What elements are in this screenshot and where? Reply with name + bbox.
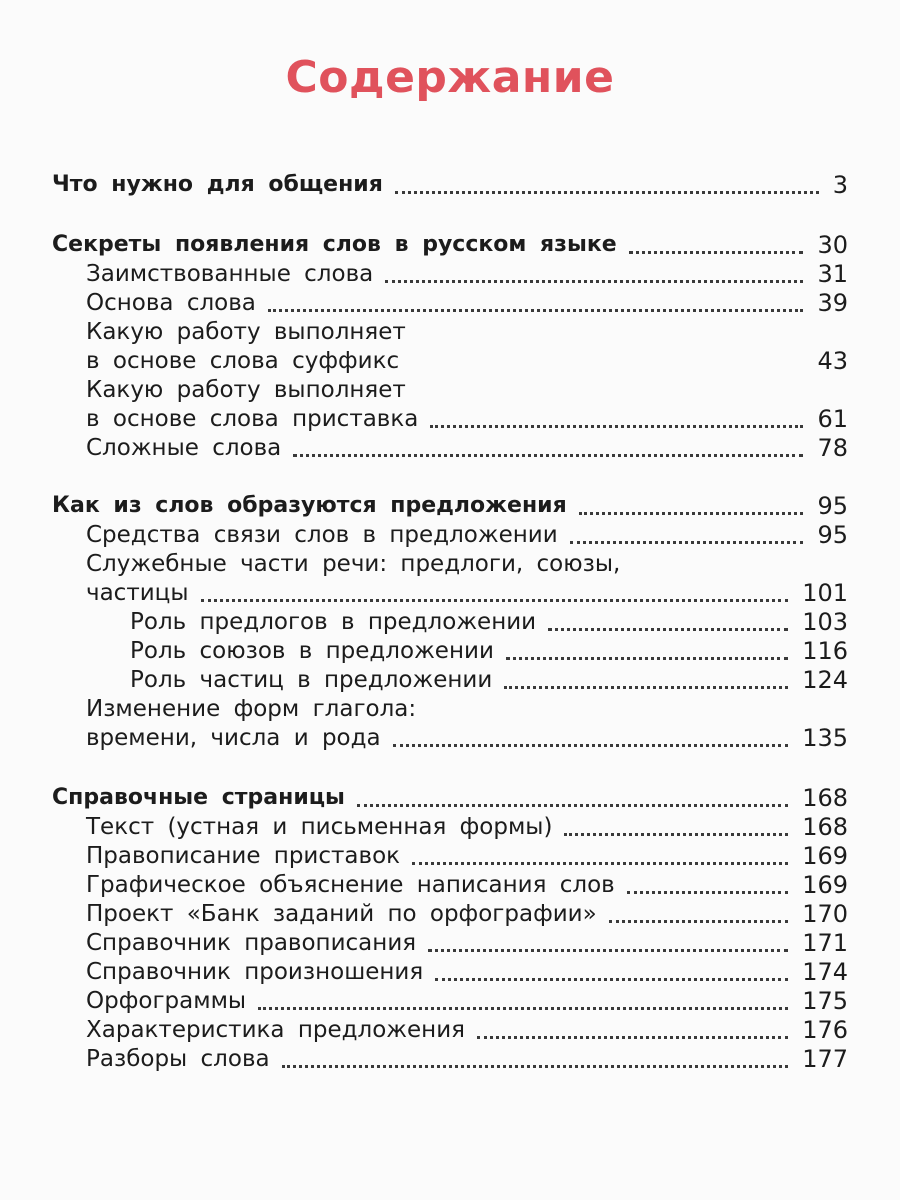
toc-entry-label: частицы xyxy=(86,580,189,606)
dot-leader xyxy=(385,280,803,283)
toc-entry xyxy=(0,170,900,200)
toc-page-number: 39 xyxy=(817,289,848,317)
toc-page-number: 135 xyxy=(802,724,848,752)
dot-leader xyxy=(627,891,788,894)
dot-leader xyxy=(395,191,819,194)
toc-entry-label: Служебные части речи: предлоги, союзы, xyxy=(86,551,621,577)
toc-entry-label: Средства связи слов в предложении xyxy=(86,522,558,548)
toc-entry-label: Орфограммы xyxy=(86,988,247,1014)
toc-page-number: 168 xyxy=(802,813,848,841)
toc-page-number: 175 xyxy=(802,987,848,1015)
toc-page-number: 124 xyxy=(802,666,848,694)
toc-entry-label: Графическое объяснение написания слов xyxy=(86,872,615,898)
toc-page-number: 176 xyxy=(802,1016,848,1044)
dot-leader xyxy=(430,425,803,428)
toc-section-title: Как из слов образуются предложения xyxy=(52,493,567,518)
toc-entry xyxy=(0,723,900,753)
toc-entry-label: в основе слова суффикс xyxy=(86,348,400,374)
dot-leader xyxy=(282,1065,789,1068)
toc-entry-label: Основа слова xyxy=(86,290,256,316)
toc-entry xyxy=(0,404,900,434)
dot-leader xyxy=(357,804,788,807)
toc-entry xyxy=(0,636,900,666)
dot-leader xyxy=(629,251,804,254)
toc-entry-label: Характеристика предложения xyxy=(86,1017,465,1043)
toc-entry xyxy=(0,928,900,958)
toc-entry-label: времени, числа и рода xyxy=(86,725,381,751)
toc-entry xyxy=(0,288,900,318)
toc-page-number: 103 xyxy=(802,608,848,636)
toc-entry-label: Изменение форм глагола: xyxy=(86,696,417,722)
toc-page-number: 31 xyxy=(817,260,848,288)
toc-entry xyxy=(0,812,900,842)
toc-page-number: 95 xyxy=(817,521,848,549)
toc-entry-label: Заимствованные слова xyxy=(86,261,374,287)
dot-leader xyxy=(609,920,788,923)
toc-page-number: 3 xyxy=(832,171,848,199)
dot-leader xyxy=(258,1007,788,1010)
toc-entry xyxy=(0,578,900,608)
dot-leader xyxy=(201,599,789,602)
toc-section-title: Что нужно для общения xyxy=(52,172,383,197)
toc-entry-label: Сложные слова xyxy=(86,435,282,461)
toc-entry xyxy=(0,259,900,289)
toc-page-number: 168 xyxy=(802,784,848,812)
toc-page-number: 169 xyxy=(802,871,848,899)
toc-page-number: 95 xyxy=(817,492,848,520)
dot-leader xyxy=(428,949,788,952)
toc-entry xyxy=(0,549,900,579)
dot-leader xyxy=(393,744,789,747)
toc-page-number: 30 xyxy=(817,231,848,259)
toc-entry xyxy=(0,665,900,695)
dot-leader xyxy=(435,978,788,981)
toc-entry-label: в основе слова приставка xyxy=(86,406,419,432)
toc-entry xyxy=(0,783,900,813)
toc-entry xyxy=(0,694,900,724)
toc-entry-label: Какую работу выполняет xyxy=(86,377,406,403)
toc-page-number: 169 xyxy=(802,842,848,870)
toc-page-number: 170 xyxy=(802,900,848,928)
toc-section-title: Справочные страницы xyxy=(52,785,345,810)
dot-leader xyxy=(268,309,804,312)
toc-entry xyxy=(0,899,900,929)
toc-entry xyxy=(0,1044,900,1074)
toc-entry xyxy=(0,346,900,376)
dot-leader xyxy=(412,862,788,865)
dot-leader xyxy=(293,454,803,457)
dot-leader xyxy=(548,628,788,631)
toc-page-number: 78 xyxy=(817,434,848,462)
toc-entry xyxy=(0,375,900,405)
toc-page-number: 61 xyxy=(817,405,848,433)
toc-entry xyxy=(0,491,900,521)
toc-entry xyxy=(0,841,900,871)
toc-entry-label: Проект «Банк заданий по орфографии» xyxy=(86,901,597,927)
toc-page-number: 101 xyxy=(802,579,848,607)
dot-leader xyxy=(564,833,788,836)
toc-entry-label: Разборы слова xyxy=(86,1046,270,1072)
toc-entry-label: Справочник правописания xyxy=(86,930,417,956)
toc-entry xyxy=(0,870,900,900)
toc-page-number: 116 xyxy=(802,637,848,665)
toc-page-number: 43 xyxy=(817,347,848,375)
toc-entry xyxy=(0,607,900,637)
dot-leader xyxy=(504,686,788,689)
toc-entry-label: Роль предлогов в предложении xyxy=(130,609,537,635)
toc-entry-label: Роль союзов в предложении xyxy=(130,638,494,664)
toc-entry-label: Правописание приставок xyxy=(86,843,401,869)
page-title: Содержание xyxy=(285,52,615,103)
toc-entry xyxy=(0,230,900,260)
toc-entry-label: Какую работу выполняет xyxy=(86,319,406,345)
toc-entry xyxy=(0,957,900,987)
toc-entry xyxy=(0,433,900,463)
dot-leader xyxy=(477,1036,788,1039)
toc-entry-label: Роль частиц в предложении xyxy=(130,667,493,693)
toc-entry xyxy=(0,520,900,550)
toc-entry xyxy=(0,317,900,347)
toc-page-number: 177 xyxy=(802,1045,848,1073)
dot-leader xyxy=(579,512,804,515)
toc-entry-label: Текст (устная и письменная формы) xyxy=(86,814,553,840)
dot-leader xyxy=(570,541,804,544)
toc-entry-label: Справочник произношения xyxy=(86,959,424,985)
toc-section-title: Секреты появления слов в русском языке xyxy=(52,232,617,257)
toc-entry xyxy=(0,986,900,1016)
toc-page-number: 171 xyxy=(802,929,848,957)
toc-entry xyxy=(0,1015,900,1045)
toc-page-number: 174 xyxy=(802,958,848,986)
dot-leader xyxy=(506,657,788,660)
